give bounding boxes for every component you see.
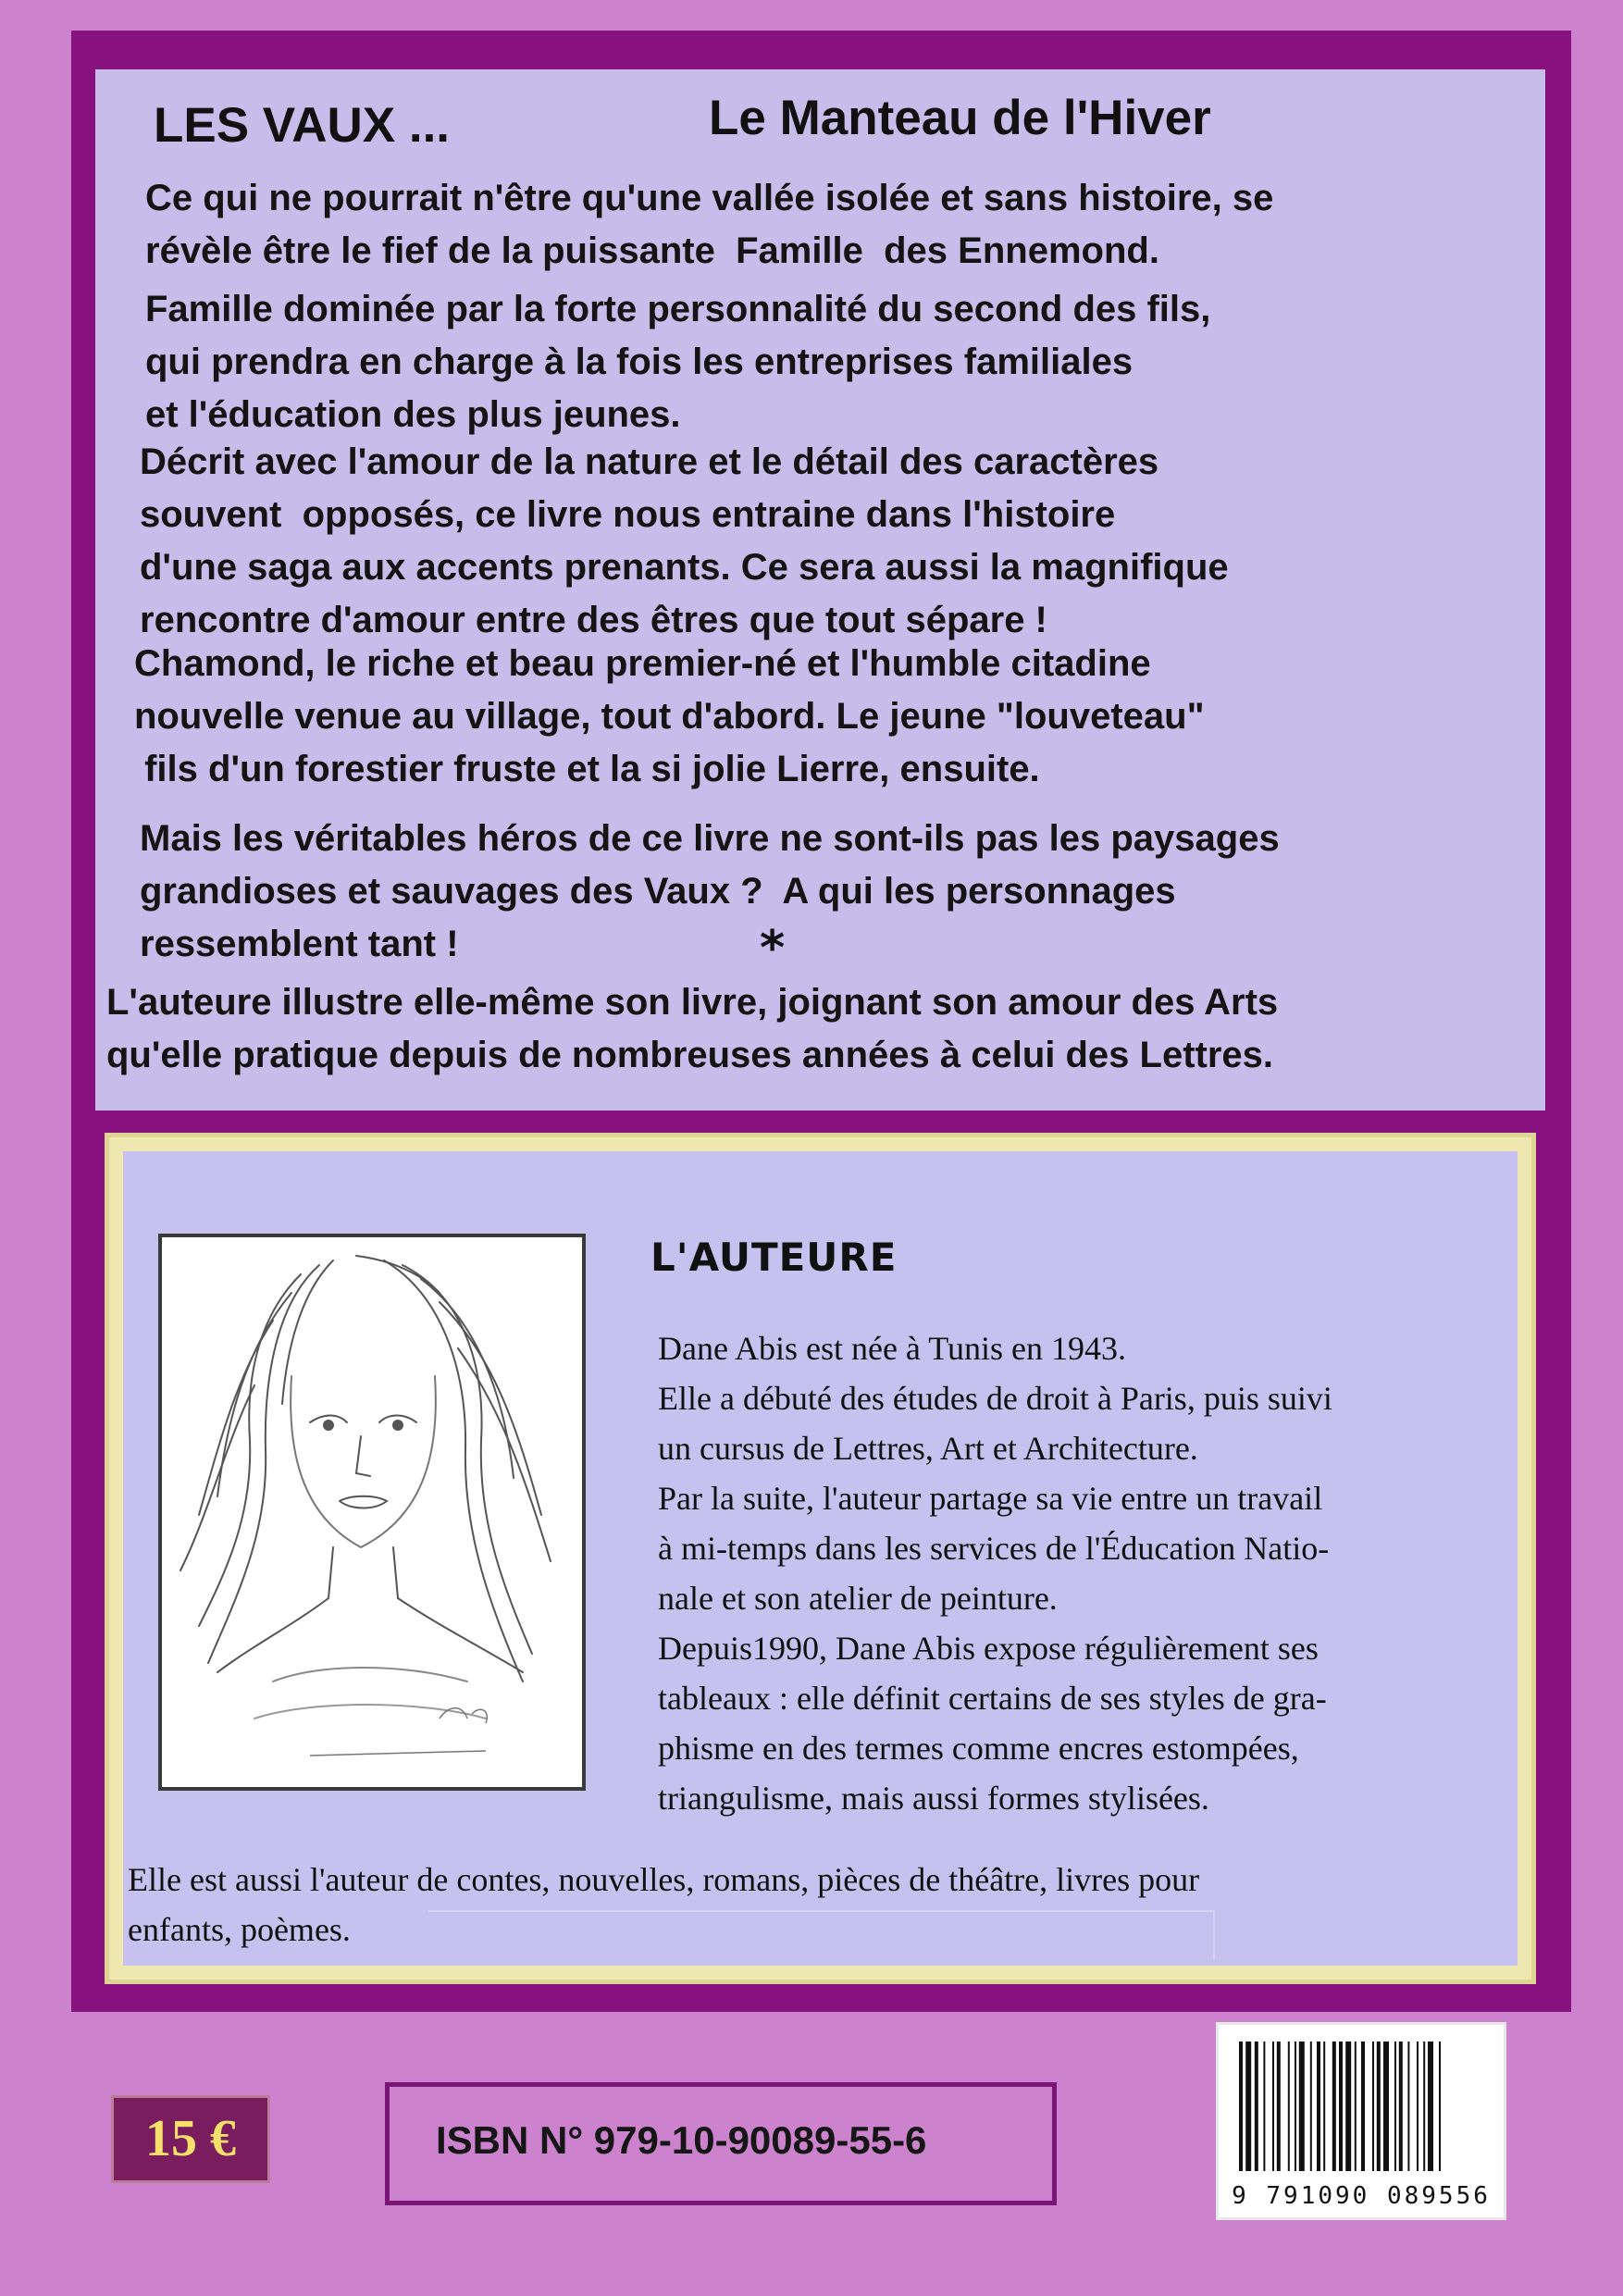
barcode bbox=[1216, 2022, 1506, 2220]
author-heading: L'AUTEURE bbox=[650, 1235, 898, 1280]
author-bio-continued: Elle est aussi l'auteur de contes, nouvelles, romans, pièces de théâtre, livres pour enfants, poèmes. bbox=[128, 1861, 1200, 1948]
author-panel bbox=[123, 1151, 1518, 1966]
portrait-sketch-icon bbox=[162, 1237, 582, 1787]
book-series-title: LES VAUX ... bbox=[154, 98, 451, 153]
barcode-icon bbox=[1219, 2032, 1504, 2180]
author-bio: Dane Abis est née à Tunis en 1943. Elle a débuté des études de droit à Paris, puis suivi un cursus de Lettres, Art et Architecture. Par la suite, l'auteur partage sa vie entre un travail à mi-temps dans les services de l'Éducation Natio- nale et son atelier de peinture. Depuis1990, Dane Abis expose régulièrement ses tableaux : elle définit certains de ses styles de gra- phisme en des termes comme encres estompées, triangulisme, mais aussi formes stylisées. bbox=[658, 1330, 1332, 1817]
synopsis-paragraph-4: Chamond, le riche et beau premier-né et l'humble citadine nouvelle venue au village, tout d'abord. Le jeune "louveteau" fils d'un forestier fruste et la si jolie Lierre, ensuite. bbox=[134, 643, 1205, 789]
author-portrait-drawing bbox=[158, 1234, 586, 1791]
author-section bbox=[105, 1133, 1536, 1984]
synopsis-paragraph-2: Famille dominée par la forte personnalité du second des fils, qui prendra en charge à la fois les entreprises familiales et l'éducation des plus jeunes. bbox=[145, 289, 1211, 435]
synopsis-panel bbox=[95, 69, 1545, 1111]
synopsis-paragraph-3: Décrit avec l'amour de la nature et le détail des caractères souvent opposés, ce livre nous entraine dans l'histoire d'une saga aux accents prenants. Ce sera aussi la magnifique rencontre d'amour entre des êtres que tout sépare ! bbox=[140, 441, 1229, 640]
separator-asterisk: * bbox=[760, 921, 786, 976]
closing-paragraph: L'auteure illustre elle-même son livre, joignant son amour des Arts qu'elle pratique depuis de nombreuses années à celui des Lettres. bbox=[106, 982, 1279, 1075]
barcode-digits: 9 791090 089556 bbox=[1232, 2182, 1491, 2210]
isbn-number: ISBN N° 979-10-90089-55-6 bbox=[436, 2118, 927, 2162]
synopsis-paragraph-1: Ce qui ne pourrait n'être qu'une vallée isolée et sans histoire, se révèle être le fief de la puissante Famille des Ennemond. bbox=[145, 178, 1274, 271]
isbn-box bbox=[385, 2082, 1057, 2205]
price-badge: 15 € bbox=[111, 2095, 270, 2183]
synopsis-paragraph-5: Mais les véritables héros de ce livre ne sont-ils pas les paysages grandioses et sauvages des Vaux ? A qui les personnages ressemblent tant ! bbox=[140, 818, 1280, 964]
book-title: Le Manteau de l'Hiver bbox=[709, 91, 1211, 145]
faint-outline bbox=[428, 1910, 1215, 1960]
